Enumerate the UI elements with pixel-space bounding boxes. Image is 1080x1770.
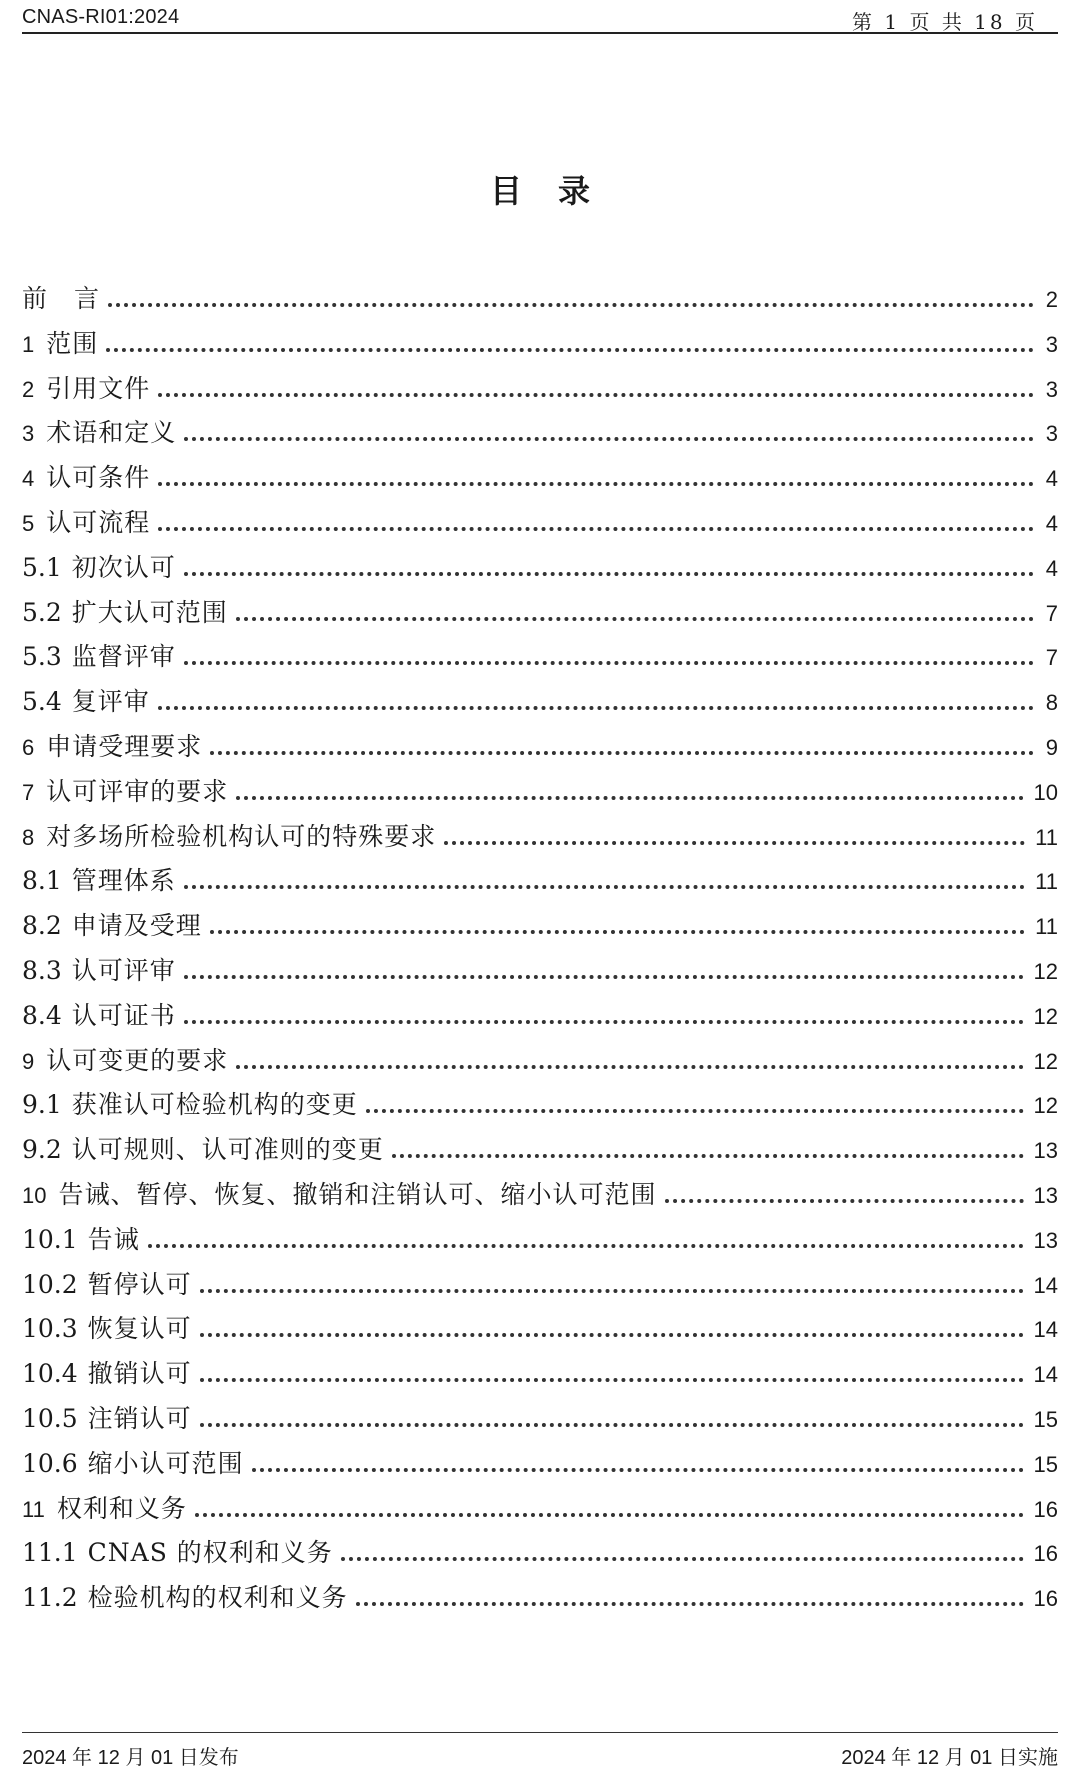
dot-leader (195, 1507, 1024, 1517)
page-footer (22, 1732, 1058, 1767)
toc-entry[interactable] (22, 637, 1058, 682)
toc-entry-title: 告诫 (87, 1224, 140, 1254)
toc-entry-title: 权利和义务 (56, 1493, 187, 1523)
toc-entry[interactable] (22, 1041, 1058, 1086)
toc-entry[interactable] (22, 369, 1058, 414)
toc-entry[interactable] (22, 593, 1058, 638)
toc-entry-page-number: 8 (1045, 690, 1058, 716)
toc-entry-title: 认可证书 (71, 1000, 176, 1030)
toc-entry[interactable] (22, 503, 1058, 548)
dot-leader (200, 1327, 1024, 1337)
toc-entry-title: 复评审 (71, 687, 150, 717)
toc-entry-number: 8.4 (22, 1000, 62, 1030)
toc-entry-title: 认可条件 (46, 463, 151, 493)
document-code: CNAS-RI01:2024 (22, 6, 180, 28)
toc-entry-title: 引用文件 (46, 373, 151, 403)
dot-leader (200, 1417, 1024, 1427)
table-of-contents (22, 279, 1058, 1623)
toc-entry-title: 认可流程 (46, 507, 151, 537)
toc-entry-page-number: 15 (1033, 1406, 1058, 1432)
toc-entry-page-number: 4 (1045, 510, 1058, 536)
toc-entry-number: 11.2 (22, 1583, 78, 1613)
toc-entry[interactable] (22, 1309, 1058, 1354)
toc-entry-number: 11 (22, 1496, 45, 1522)
toc-entry-title: 初次认可 (71, 552, 176, 582)
toc-entry-number: 5.2 (22, 597, 62, 627)
dot-leader (392, 1148, 1024, 1158)
toc-entry[interactable] (22, 1175, 1058, 1220)
toc-entry-page-number: 16 (1033, 1541, 1058, 1567)
toc-entry-title: 暂停认可 (87, 1269, 192, 1299)
toc-entry-title: 认可评审 (71, 955, 176, 985)
page-header (22, 4, 1058, 34)
toc-entry-page-number: 3 (1045, 376, 1058, 402)
toc-entry-number: 10.2 (22, 1269, 78, 1299)
dot-leader (200, 1283, 1024, 1293)
toc-entry[interactable] (22, 682, 1058, 727)
toc-entry[interactable] (22, 548, 1058, 593)
toc-entry-number: 10.4 (22, 1359, 78, 1389)
dot-leader (366, 1103, 1024, 1113)
dot-leader (106, 342, 1034, 352)
dot-leader (210, 924, 1025, 934)
toc-entry-number: 9.2 (22, 1135, 62, 1165)
dot-leader (236, 611, 1034, 621)
toc-entry-page-number: 13 (1033, 1182, 1058, 1208)
toc-entry-title: 监督评审 (71, 642, 176, 672)
toc-title: 目录 (489, 172, 626, 210)
dot-leader (158, 521, 1034, 531)
dot-leader (210, 745, 1034, 755)
toc-entry-title: 告诫、暂停、恢复、撤销和注销认可、缩小认可范围 (58, 1179, 657, 1209)
toc-entry-number: 8 (22, 824, 35, 850)
toc-entry[interactable] (22, 1489, 1058, 1534)
toc-entry-page-number: 3 (1045, 421, 1058, 447)
toc-entry-page-number: 12 (1033, 1093, 1058, 1119)
toc-entry-page-number: 11 (1035, 824, 1058, 850)
toc-entry-page-number: 4 (1045, 555, 1058, 581)
toc-entry-page-number: 15 (1033, 1451, 1058, 1477)
toc-entry-number: 10 (22, 1182, 47, 1208)
dot-leader (184, 431, 1034, 441)
dot-leader (200, 1372, 1024, 1382)
toc-entry[interactable] (22, 817, 1058, 862)
dot-leader (184, 969, 1024, 979)
toc-entry-title: 前 言 (22, 284, 101, 313)
toc-entry-page-number: 9 (1045, 734, 1058, 760)
toc-entry-page-number: 14 (1033, 1362, 1058, 1388)
toc-entry[interactable] (22, 727, 1058, 772)
toc-entry[interactable] (22, 1578, 1058, 1623)
issue-date: 2024 年 12 月 01 日发布 (22, 1747, 239, 1769)
toc-entry-page-number: 4 (1045, 466, 1058, 492)
toc-entry[interactable] (22, 1444, 1058, 1489)
toc-entry-number: 3 (22, 421, 35, 447)
toc-entry-title: 检验机构的权利和义务 (87, 1583, 348, 1613)
toc-entry-title: 撤销认可 (87, 1359, 192, 1389)
toc-entry-number: 9 (22, 1048, 35, 1074)
toc-entry-page-number: 7 (1045, 600, 1058, 626)
toc-entry-title: 恢复认可 (87, 1314, 192, 1344)
toc-entry-page-number: 12 (1033, 958, 1058, 984)
toc-entry[interactable] (22, 1399, 1058, 1444)
toc-entry-number: 8.3 (22, 955, 62, 985)
toc-entry-title: 申请受理要求 (46, 731, 203, 761)
dot-leader (236, 1059, 1023, 1069)
toc-entry-page-number: 7 (1045, 645, 1058, 671)
toc-entry[interactable] (22, 1354, 1058, 1399)
toc-entry-title: 获准认可检验机构的变更 (71, 1090, 358, 1120)
toc-entry-title: 认可变更的要求 (46, 1045, 229, 1075)
dot-leader (148, 1238, 1024, 1248)
toc-entry-title: 术语和定义 (46, 418, 177, 448)
toc-entry-number: 7 (22, 779, 35, 805)
toc-entry[interactable] (22, 996, 1058, 1041)
toc-entry-number: 5.4 (22, 687, 62, 717)
dot-leader (184, 879, 1025, 889)
dot-leader (665, 1193, 1024, 1203)
toc-entry[interactable] (22, 1533, 1058, 1578)
toc-entry[interactable] (22, 1220, 1058, 1265)
toc-entry-number: 8.1 (22, 866, 62, 896)
toc-entry-number: 4 (22, 466, 35, 492)
effective-date: 2024 年 12 月 01 日实施 (841, 1747, 1058, 1769)
toc-entry[interactable] (22, 279, 1058, 324)
toc-entry-number: 6 (22, 734, 35, 760)
toc-entry-page-number: 13 (1033, 1227, 1058, 1253)
toc-entry-number: 5.3 (22, 642, 62, 672)
toc-entry-page-number: 13 (1033, 1138, 1058, 1164)
toc-entry-page-number: 16 (1033, 1586, 1058, 1612)
toc-entry-number: 10.6 (22, 1448, 78, 1478)
toc-entry-title: 申请及受理 (71, 911, 202, 941)
toc-entry[interactable] (22, 906, 1058, 951)
toc-entry-number: 8.2 (22, 911, 62, 941)
toc-entry-page-number: 11 (1035, 914, 1058, 940)
toc-entry[interactable] (22, 951, 1058, 996)
toc-entry-page-number: 11 (1035, 869, 1058, 895)
toc-entry-page-number: 10 (1033, 779, 1058, 805)
toc-entry-page-number: 12 (1033, 1003, 1058, 1029)
dot-leader (158, 700, 1034, 710)
toc-entry-page-number: 2 (1045, 287, 1058, 312)
dot-leader (184, 655, 1034, 665)
toc-entry-number: 5.1 (22, 552, 62, 582)
toc-entry-number: 5 (22, 510, 35, 536)
toc-entry-number: 10.5 (22, 1403, 78, 1433)
dot-leader (341, 1551, 1024, 1561)
toc-entry-number: 9.1 (22, 1090, 62, 1120)
toc-entry-title: 管理体系 (71, 866, 176, 896)
dot-leader (236, 790, 1023, 800)
toc-entry[interactable] (22, 1130, 1058, 1175)
toc-entry-page-number: 14 (1033, 1317, 1058, 1343)
toc-entry-title: 认可评审的要求 (46, 776, 229, 806)
toc-entry[interactable] (22, 458, 1058, 503)
dot-leader (184, 1014, 1024, 1024)
toc-entry[interactable] (22, 324, 1058, 369)
toc-entry-title: 对多场所检验机构认可的特殊要求 (46, 821, 437, 851)
toc-entry-number: 2 (22, 376, 35, 402)
toc-entry[interactable] (22, 1265, 1058, 1310)
toc-entry-number: 10.3 (22, 1314, 78, 1344)
toc-entry-page-number: 14 (1033, 1272, 1058, 1298)
toc-entry-page-number: 16 (1033, 1496, 1058, 1522)
dot-leader (252, 1462, 1024, 1472)
toc-entry[interactable] (22, 861, 1058, 906)
toc-entry-number: 11.1 (22, 1538, 78, 1568)
toc-entry-title: 范围 (46, 328, 99, 358)
toc-entry-title: 注销认可 (87, 1403, 192, 1433)
dot-leader (444, 835, 1025, 845)
toc-entry-title: CNAS 的权利和义务 (87, 1538, 333, 1568)
toc-entry-title: 认可规则、认可准则的变更 (71, 1135, 384, 1165)
toc-entry-page-number: 12 (1033, 1048, 1058, 1074)
toc-entry-number: 10.1 (22, 1224, 78, 1254)
dot-leader (108, 297, 1034, 307)
dot-leader (356, 1596, 1024, 1606)
toc-entry[interactable] (22, 413, 1058, 458)
dot-leader (158, 476, 1034, 486)
toc-entry-title: 缩小认可范围 (87, 1448, 244, 1478)
toc-entry-number: 1 (22, 331, 35, 357)
toc-entry[interactable] (22, 1085, 1058, 1130)
dot-leader (184, 566, 1034, 576)
toc-entry-title: 扩大认可范围 (71, 597, 228, 627)
toc-entry-page-number: 3 (1045, 331, 1058, 357)
dot-leader (158, 387, 1034, 397)
toc-entry[interactable] (22, 772, 1058, 817)
page-indicator: 第 1 页 共 18 页 (852, 10, 1038, 34)
